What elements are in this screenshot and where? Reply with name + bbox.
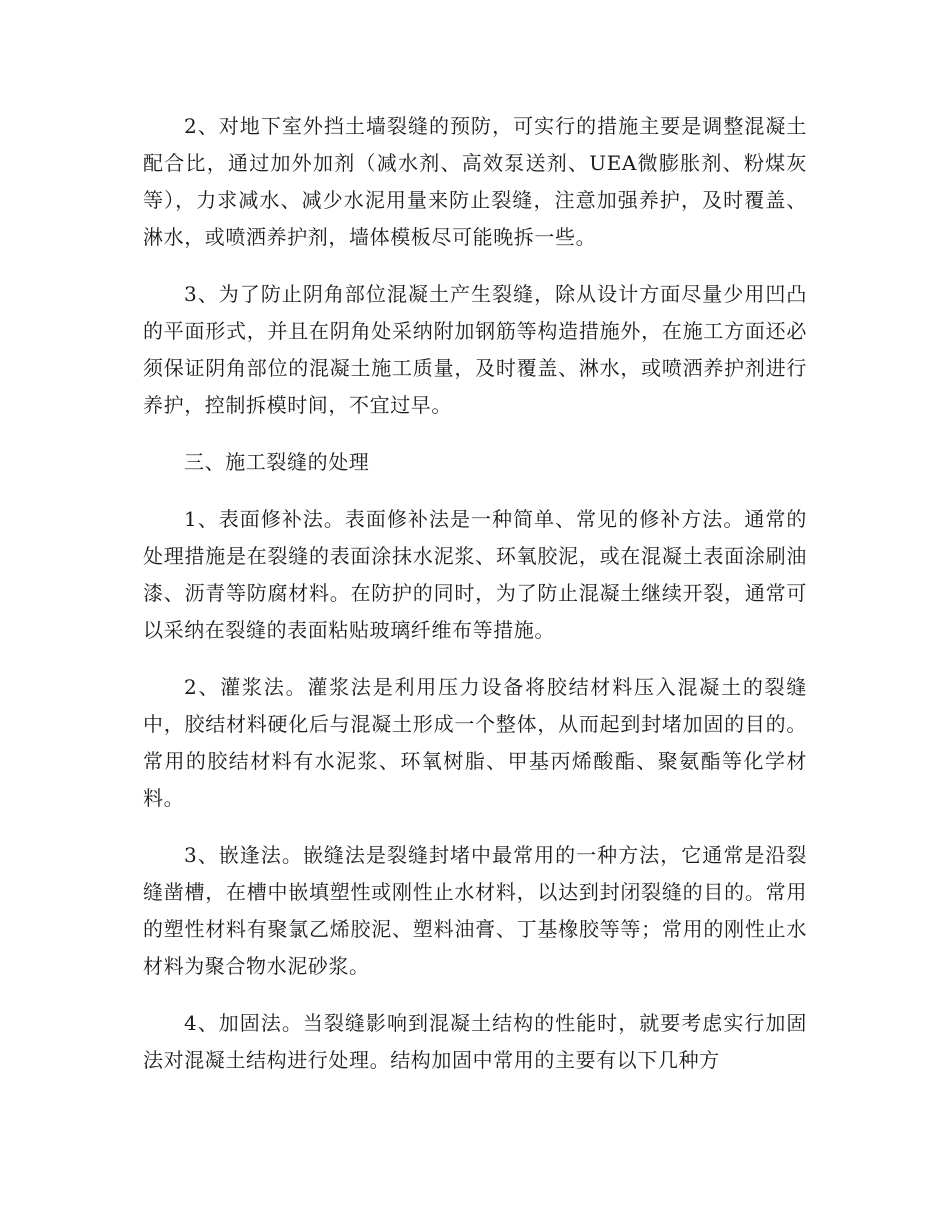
- section-heading-crack-treatment: 三、施工裂缝的处理: [184, 450, 370, 474]
- paragraph-reinforcement-method: 4、加固法。当裂缝影响到混凝土结构的性能时，就要考虑实行加固法对混凝土结构进行处理。结构加固中常用的主要有以下几种方: [143, 1011, 807, 1072]
- paragraph-caulking-method: 3、嵌逢法。嵌缝法是裂缝封堵中最常用的一种方法，它通常是沿裂缝凿槽，在槽中嵌填塑性或刚性止水材料，以达到封闭裂缝的目的。常用的塑性材料有聚氯乙烯胶泥、塑料油膏、丁基橡胶等等；常用的刚性止水材料为聚合物水泥砂浆。: [143, 843, 807, 978]
- paragraph-inner-corner-crack-prevention: 3、为了防止阴角部位混凝土产生裂缝，除从设计方面尽量少用凹凸的平面形式，并且在阴角处采纳附加钢筋等构造措施外，在施工方面还必须保证阴角部位的混凝土施工质量，及时覆盖、淋水，或喷洒养护剂进行养护，控制拆模时间，不宜过早。: [143, 282, 807, 417]
- paragraph-basement-wall-crack-prevention: 2、对地下室外挡土墙裂缝的预防，可实行的措施主要是调整混凝土配合比，通过加外加剂（减水剂、高效泵送剂、UEA微膨胀剂、粉煤灰等），力求减水、减少水泥用量来防止裂缝，注意加强养护，及时覆盖、淋水，或喷洒养护剂，墙体模板尽可能晚拆一些。: [143, 114, 807, 249]
- paragraph-grouting-method: 2、灌浆法。灌浆法是利用压力设备将胶结材料压入混凝土的裂缝中，胶结材料硬化后与混凝土形成一个整体，从而起到封堵加固的目的。常用的胶结材料有水泥浆、环氧树脂、甲基丙烯酸酯、聚氨酯等化学材料。: [143, 675, 807, 810]
- document-body: [143, 108, 807, 1099]
- paragraph-surface-repair-method: 1、表面修补法。表面修补法是一种简单、常见的修补方法。通常的处理措施是在裂缝的表面涂抹水泥浆、环氧胶泥，或在混凝土表面涂刷油漆、沥青等防腐材料。在防护的同时，为了防止混凝土继续开裂，通常可以采纳在裂缝的表面粘贴玻璃纤维布等措施。: [143, 507, 807, 642]
